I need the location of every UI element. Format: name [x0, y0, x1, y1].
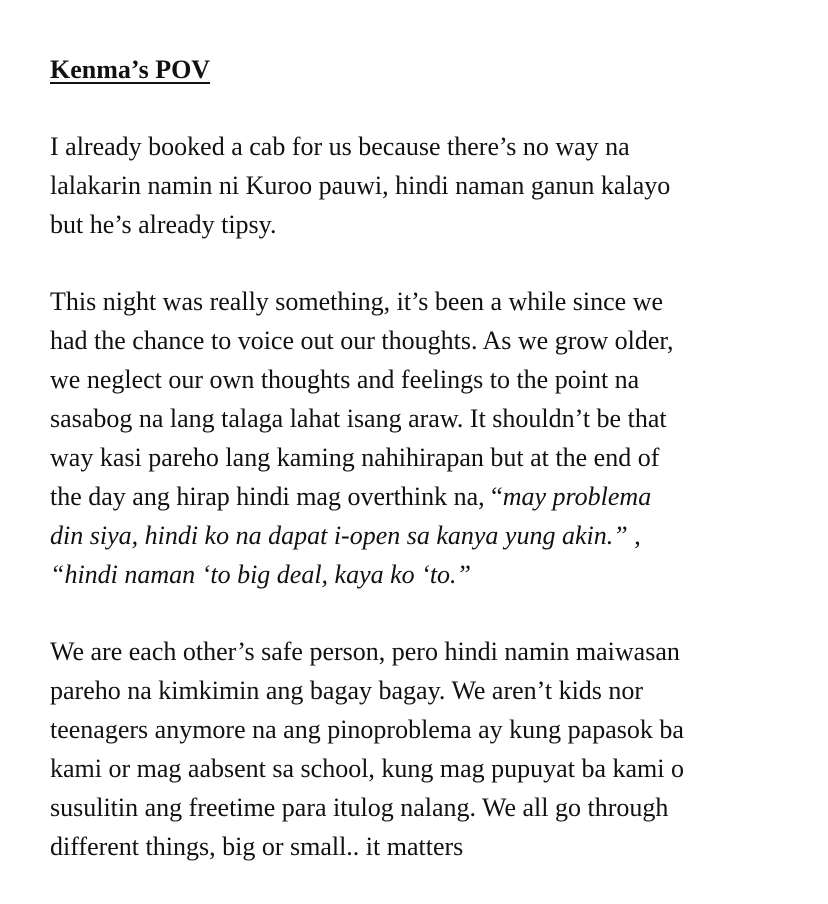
paragraph-line: but he’s already tipsy.: [50, 210, 277, 239]
paragraph-line: we neglect our own thoughts and feelings to the point na: [50, 365, 640, 394]
plain-text: the day ang hirap hindi mag overthink na, “: [50, 482, 503, 511]
paragraph-line: lalakarin namin ni Kuroo pauwi, hindi naman ganun kalayo: [50, 171, 671, 200]
document-page: [50, 52, 810, 904]
paragraph-line: susulitin ang freetime para itulog nalang. We all go through: [50, 793, 669, 822]
paragraph-line: sasabog na lang talaga lahat isang araw. It shouldn’t be that: [50, 404, 667, 433]
paragraph-line: had the chance to voice out our thoughts. As we grow older,: [50, 326, 674, 355]
italic-quote: may problema: [502, 482, 652, 511]
paragraph-line: different things, big or small.. it matters: [50, 832, 464, 861]
paragraph-line-mixed: [50, 477, 810, 516]
paragraph-line: kami or mag aabsent sa school, kung mag pupuyat ba kami o: [50, 754, 684, 783]
paragraph-3: [50, 632, 810, 866]
paragraph-2: [50, 282, 810, 594]
paragraph-line-mixed: [50, 516, 810, 555]
paragraph-line: I already booked a cab for us because there’s no way na: [50, 132, 630, 161]
paragraph-1: [50, 127, 810, 244]
italic-quote-line: “hindi naman ‘to big deal, kaya ko ‘to.”: [50, 560, 472, 589]
paragraph-line: We are each other’s safe person, pero hindi namin maiwasan: [50, 637, 680, 666]
plain-text: ,: [627, 521, 641, 550]
paragraph-line: pareho na kimkimin ang bagay bagay. We aren’t kids nor: [50, 676, 644, 705]
paragraph-line: way kasi pareho lang kaming nahihirapan but at the end of: [50, 443, 660, 472]
paragraph-line: teenagers anymore na ang pinoproblema ay kung papasok ba: [50, 715, 684, 744]
page-title: Kenma’s POV: [50, 55, 211, 84]
italic-quote: din siya, hindi ko na dapat i-open sa kanya yung akin.”: [50, 521, 628, 550]
paragraph-line: This night was really something, it’s been a while since we: [50, 287, 664, 316]
